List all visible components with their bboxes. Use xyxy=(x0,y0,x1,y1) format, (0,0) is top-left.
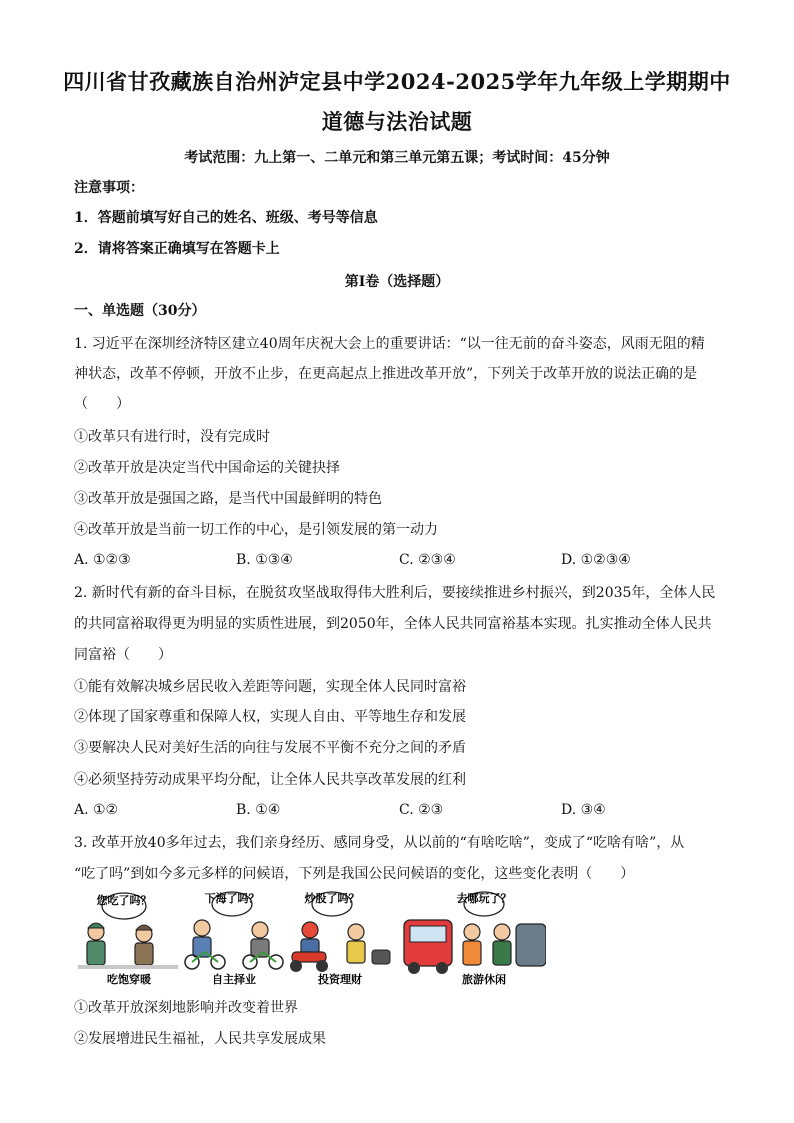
q2-statement-4: ④必须坚持劳动成果平均分配，让全体人民共享改革发展的红利 xyxy=(74,772,466,788)
q2-statement-1: ①能有效解决城乡居民收入差距等问题，实现全体人民同时富裕 xyxy=(74,679,466,695)
q1-stem-line2: 神状态，改革不停顿，开放不止步，在更高起点上推进改革开放”，下列关于改革开放的说法正确的是 xyxy=(74,366,698,382)
q2-option-a[interactable]: A. ①② xyxy=(74,802,119,818)
comic-caption-3: 投资理财 xyxy=(318,973,362,986)
q3-stem-line2: “吃了吗”到如今多元多样的问候语，下列是我国公民问候语的变化，这些变化表明（ ） xyxy=(74,866,635,882)
q1-options xyxy=(74,552,724,572)
note-item-1: 1．答题前填写好自己的姓名、班级、考号等信息 xyxy=(74,210,378,226)
notes-heading: 注意事项： xyxy=(74,180,144,196)
volume-title: 第I卷（选择题） xyxy=(344,274,450,290)
exam-title-line2: 道德与法治试题 xyxy=(321,109,473,134)
comic-bubble-4: 去哪玩了？ xyxy=(456,892,512,905)
comic-caption-2: 自主择业 xyxy=(212,973,256,986)
exam-scope: 考试范围：九上第一、二单元和第三单元第五课；考试时间：45分钟 xyxy=(184,150,610,166)
q3-stem-line1: 3. 改革开放40多年过去，我们亲身经历、感同身受，从以前的“有啥吃啥”，变成了“吃啥有啥”，从 xyxy=(74,835,685,851)
q2-options xyxy=(74,802,724,822)
q2-stem-line2: 的共同富裕取得更为明显的实质性进展，到2050年，全体人民共同富裕基本实现。扎实推动全体人民共 xyxy=(74,616,712,632)
comic-bubble-2: 下海了吗？ xyxy=(204,892,260,905)
note-item-2: 2．请将答案正确填写在答题卡上 xyxy=(74,241,280,257)
q1-stem-line1: 1. 习近平在深圳经济特区建立40周年庆祝大会上的重要讲话：“以一往无前的奋斗姿态，风雨无阻的精 xyxy=(74,336,705,352)
comic-caption-4: 旅游休闲 xyxy=(462,973,506,986)
comic-panel-2 xyxy=(185,891,283,969)
q2-option-d[interactable]: D. ③④ xyxy=(561,802,606,818)
q1-statement-3: ③改革开放是强国之路，是当代中国最鲜明的特色 xyxy=(74,491,382,507)
part-title: 一、单选题（30分） xyxy=(74,303,206,319)
q2-option-b[interactable]: B. ①④ xyxy=(236,802,281,818)
comic-bubble-3: 炒股了吗？ xyxy=(304,892,360,905)
q1-option-c[interactable]: C. ②③④ xyxy=(399,552,456,568)
greeting-evolution-comic xyxy=(74,890,546,986)
q2-statement-2: ②体现了国家尊重和保障人权，实现人自由、平等地生存和发展 xyxy=(74,709,466,725)
comic-panel-3 xyxy=(290,891,390,972)
q2-option-c[interactable]: C. ②③ xyxy=(399,802,444,818)
q1-statement-4: ④改革开放是当前一切工作的中心，是引领发展的第一动力 xyxy=(74,522,438,538)
q1-statement-1: ①改革只有进行时，没有完成时 xyxy=(74,429,270,445)
q1-stem-line3: （ ） xyxy=(74,396,130,412)
q2-statement-3: ③要解决人民对美好生活的向往与发展不平衡不充分之间的矛盾 xyxy=(74,740,466,756)
comic-panel-1 xyxy=(78,893,178,969)
comic-bubble-1: 您吃了吗？ xyxy=(96,894,152,907)
q1-option-d[interactable]: D. ①②③④ xyxy=(561,552,631,568)
q3-statement-1: ①改革开放深刻地影响并改变着世界 xyxy=(74,1000,298,1016)
exam-title-line1: 四川省甘孜藏族自治州泸定县中学2024-2025学年九年级上学期期中 xyxy=(63,69,731,94)
comic-caption-1: 吃饱穿暖 xyxy=(107,973,151,986)
q1-option-a[interactable]: A. ①②③ xyxy=(74,552,131,568)
q3-statement-2: ②发展增进民生福祉，人民共享发展成果 xyxy=(74,1031,326,1047)
comic-panel-4 xyxy=(404,891,546,974)
q1-option-b[interactable]: B. ①③④ xyxy=(236,552,293,568)
q2-stem-line1: 2. 新时代有新的奋斗目标，在脱贫攻坚战取得伟大胜利后，要接续推进乡村振兴，到2035年，全体人民 xyxy=(74,585,716,601)
q1-statement-2: ②改革开放是决定当代中国命运的关键抉择 xyxy=(74,460,340,476)
q2-stem-line3: 同富裕（ ） xyxy=(74,647,172,663)
